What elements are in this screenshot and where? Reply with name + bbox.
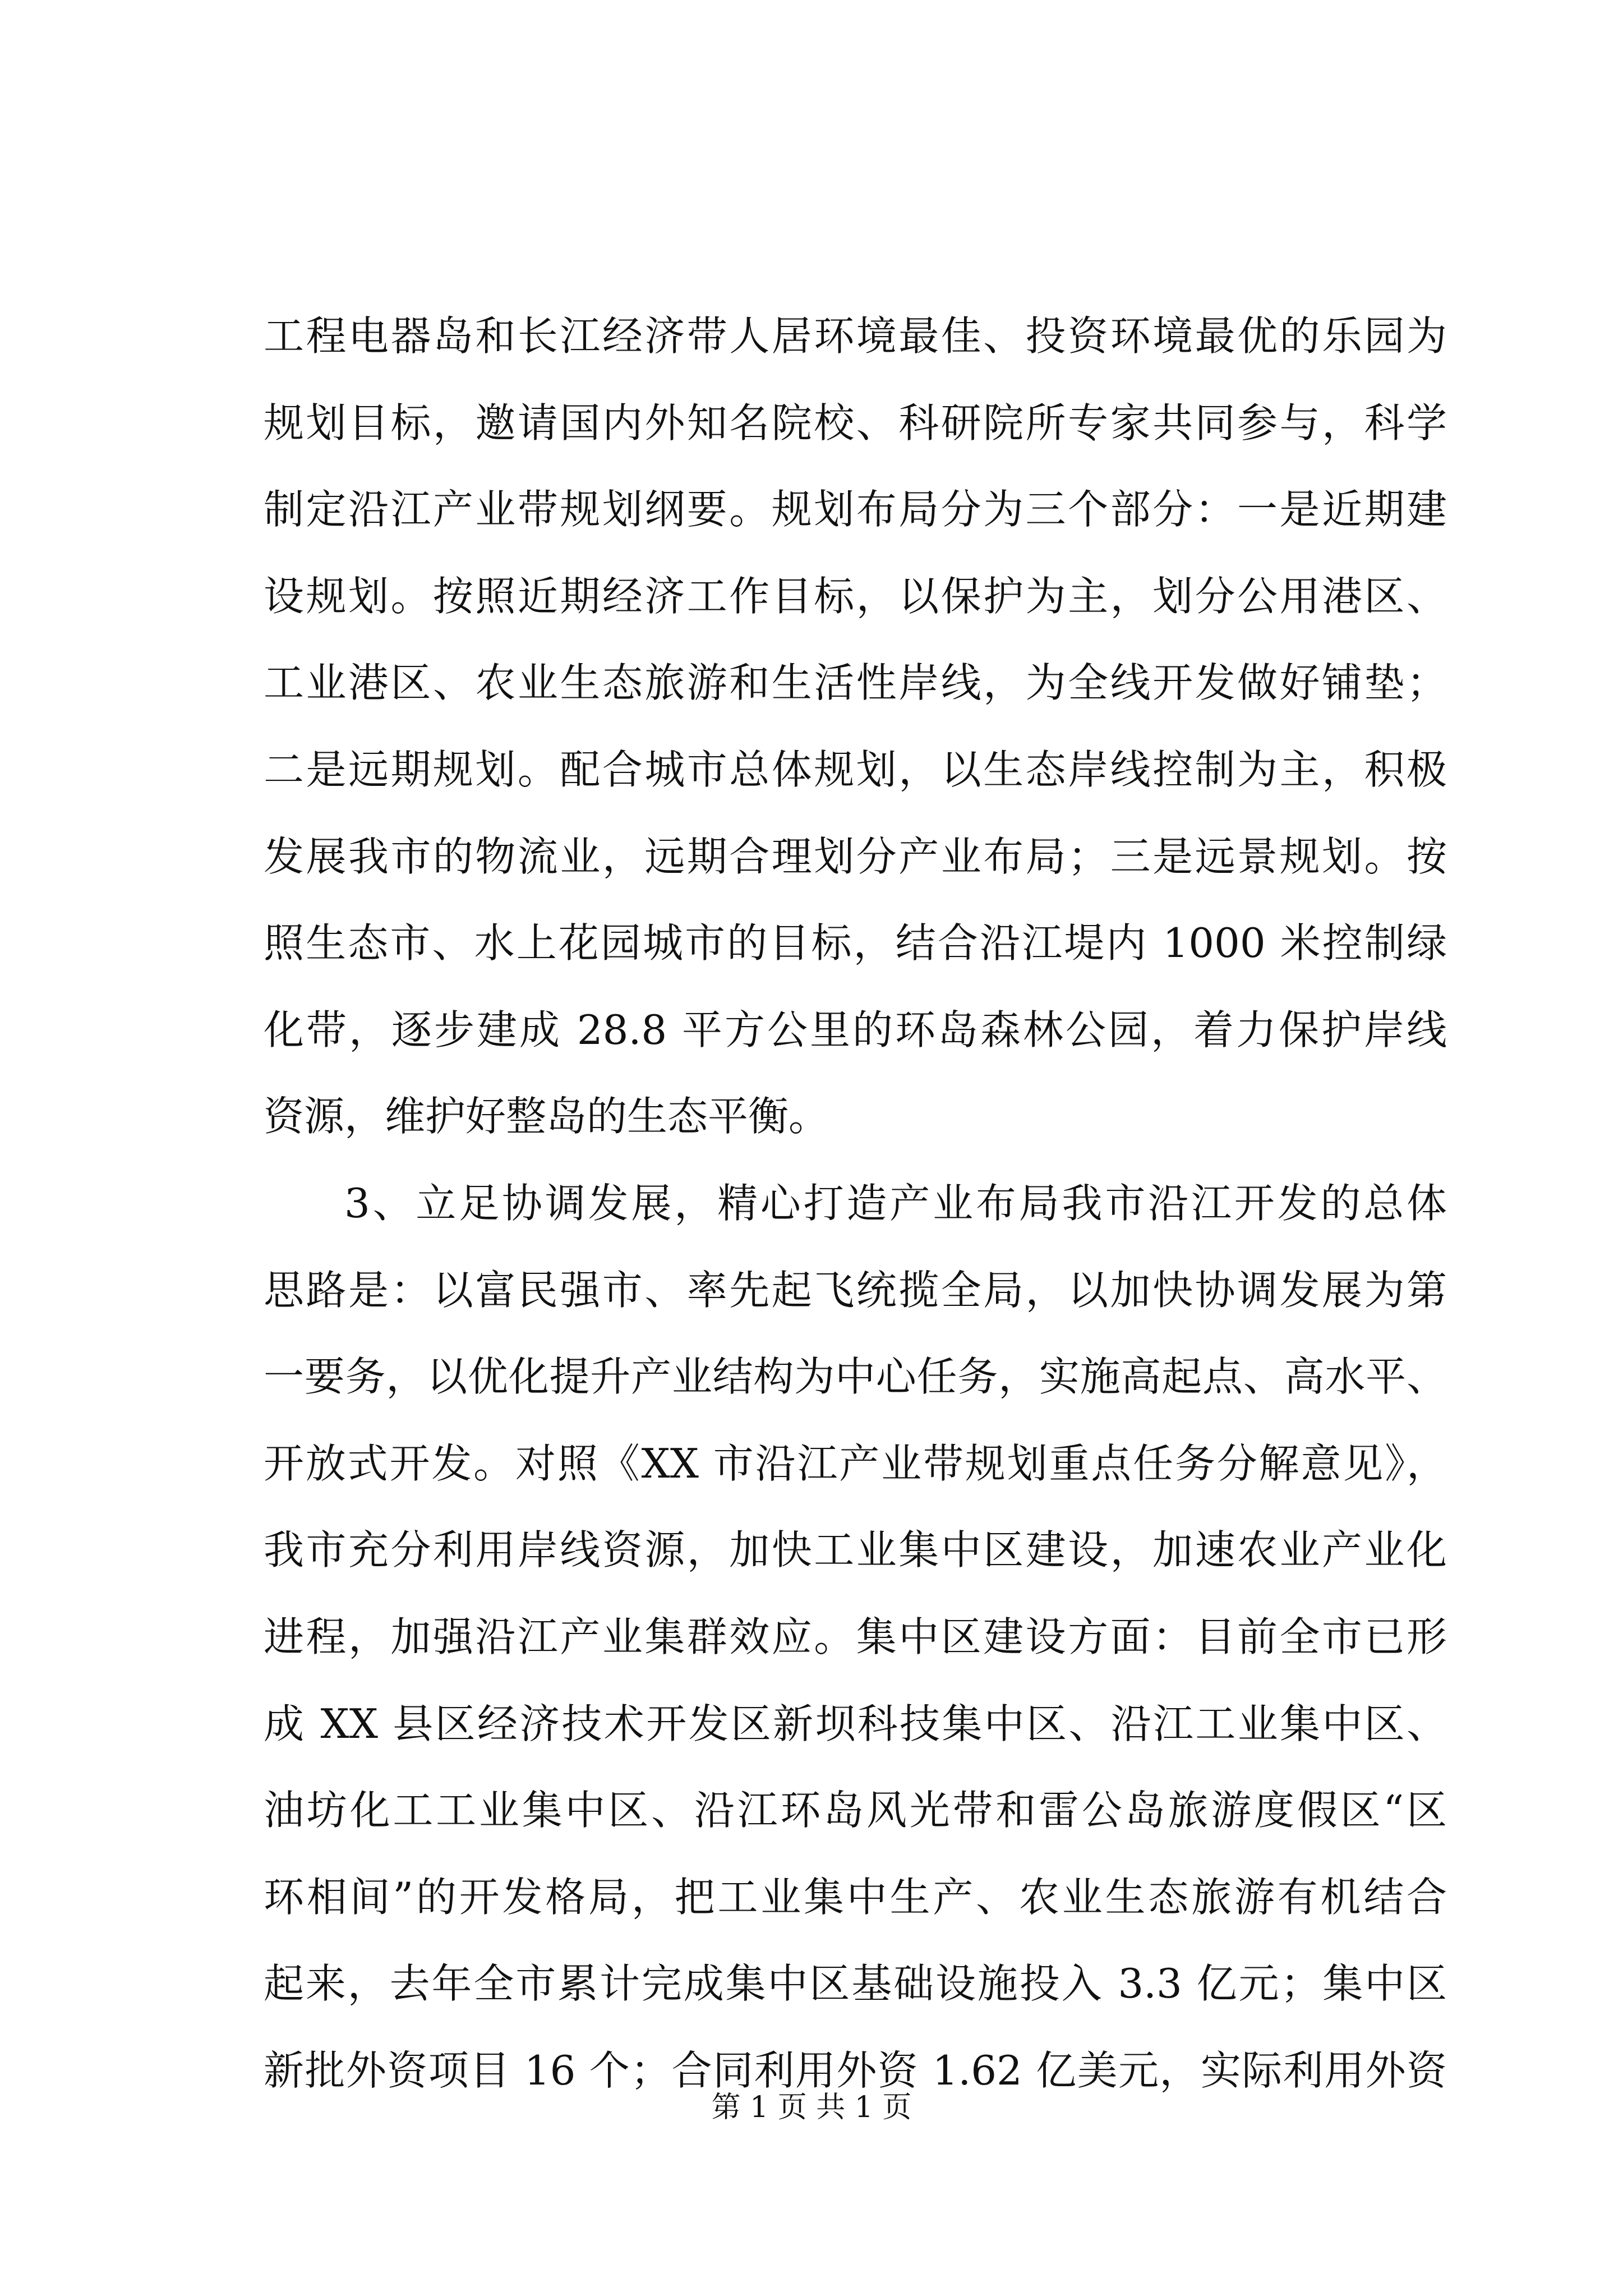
paragraph-2	[264, 1160, 1447, 2114]
text-line: 起来，去年全市累计完成集中区基础设施投入 3.3 亿元；集中区	[264, 1960, 1447, 2008]
text-line: 设规划。按照近期经济工作目标，以保护为主，划分公用港区、	[264, 572, 1447, 620]
text-line: 环相间”的开发格局，把工业集中生产、农业生态旅游有机结合	[264, 1873, 1447, 1921]
text-line: 发展我市的物流业，远期合理划分产业布局；三是远景规划。按	[264, 832, 1447, 880]
text-line: 制定沿江产业带规划纲要。规划布局分为三个部分：一是近期建	[264, 486, 1447, 533]
text-line: 油坊化工工业集中区、沿江环岛风光带和雷公岛旅游度假区“区	[264, 1787, 1447, 1834]
text-line: 资源，维护好整岛的生态平衡。	[264, 1093, 829, 1140]
text-line: 3、立足协调发展，精心打造产业布局我市沿江开发的总体	[344, 1179, 1447, 1227]
text-line: 规划目标，邀请国内外知名院校、科研院所专家共同参与，科学	[264, 399, 1447, 447]
page-footer	[0, 2088, 1623, 2127]
paragraph-1	[264, 293, 1447, 1160]
text-line: 二是远期规划。配合城市总体规划，以生态岸线控制为主，积极	[264, 746, 1447, 793]
text-line: 进程，加强沿江产业集群效应。集中区建设方面：目前全市已形	[264, 1613, 1447, 1660]
text-line: 新批外资项目 16 个；合同利用外资 1.62 亿美元，实际利用外资	[264, 2046, 1447, 2094]
text-line: 化带，逐步建成 28.8 平方公里的环岛森林公园，着力保护岸线	[264, 1006, 1447, 1053]
text-line: 我市充分利用岸线资源，加快工业集中区建设，加速农业产业化	[264, 1526, 1447, 1574]
text-line: 开放式开发。对照《XX 市沿江产业带规划重点任务分解意见》，	[264, 1439, 1447, 1487]
text-line: 成 XX 县区经济技术开发区新坝科技集中区、沿江工业集中区、	[264, 1700, 1447, 1747]
page-number: 第 1 页 共 1 页	[711, 2091, 912, 2124]
document-body	[264, 293, 1447, 2114]
text-line: 一要务，以优化提升产业结构为中心任务，实施高起点、高水平、	[264, 1353, 1447, 1401]
text-line: 思路是：以富民强市、率先起飞统揽全局，以加快协调发展为第	[264, 1266, 1447, 1314]
text-line: 工程电器岛和长江经济带人居环境最佳、投资环境最优的乐园为	[264, 312, 1447, 360]
text-line: 照生态市、水上花园城市的目标，结合沿江堤内 1000 米控制绿	[264, 919, 1447, 967]
text-line: 工业港区、农业生态旅游和生活性岸线，为全线开发做好铺垫；	[264, 659, 1447, 707]
